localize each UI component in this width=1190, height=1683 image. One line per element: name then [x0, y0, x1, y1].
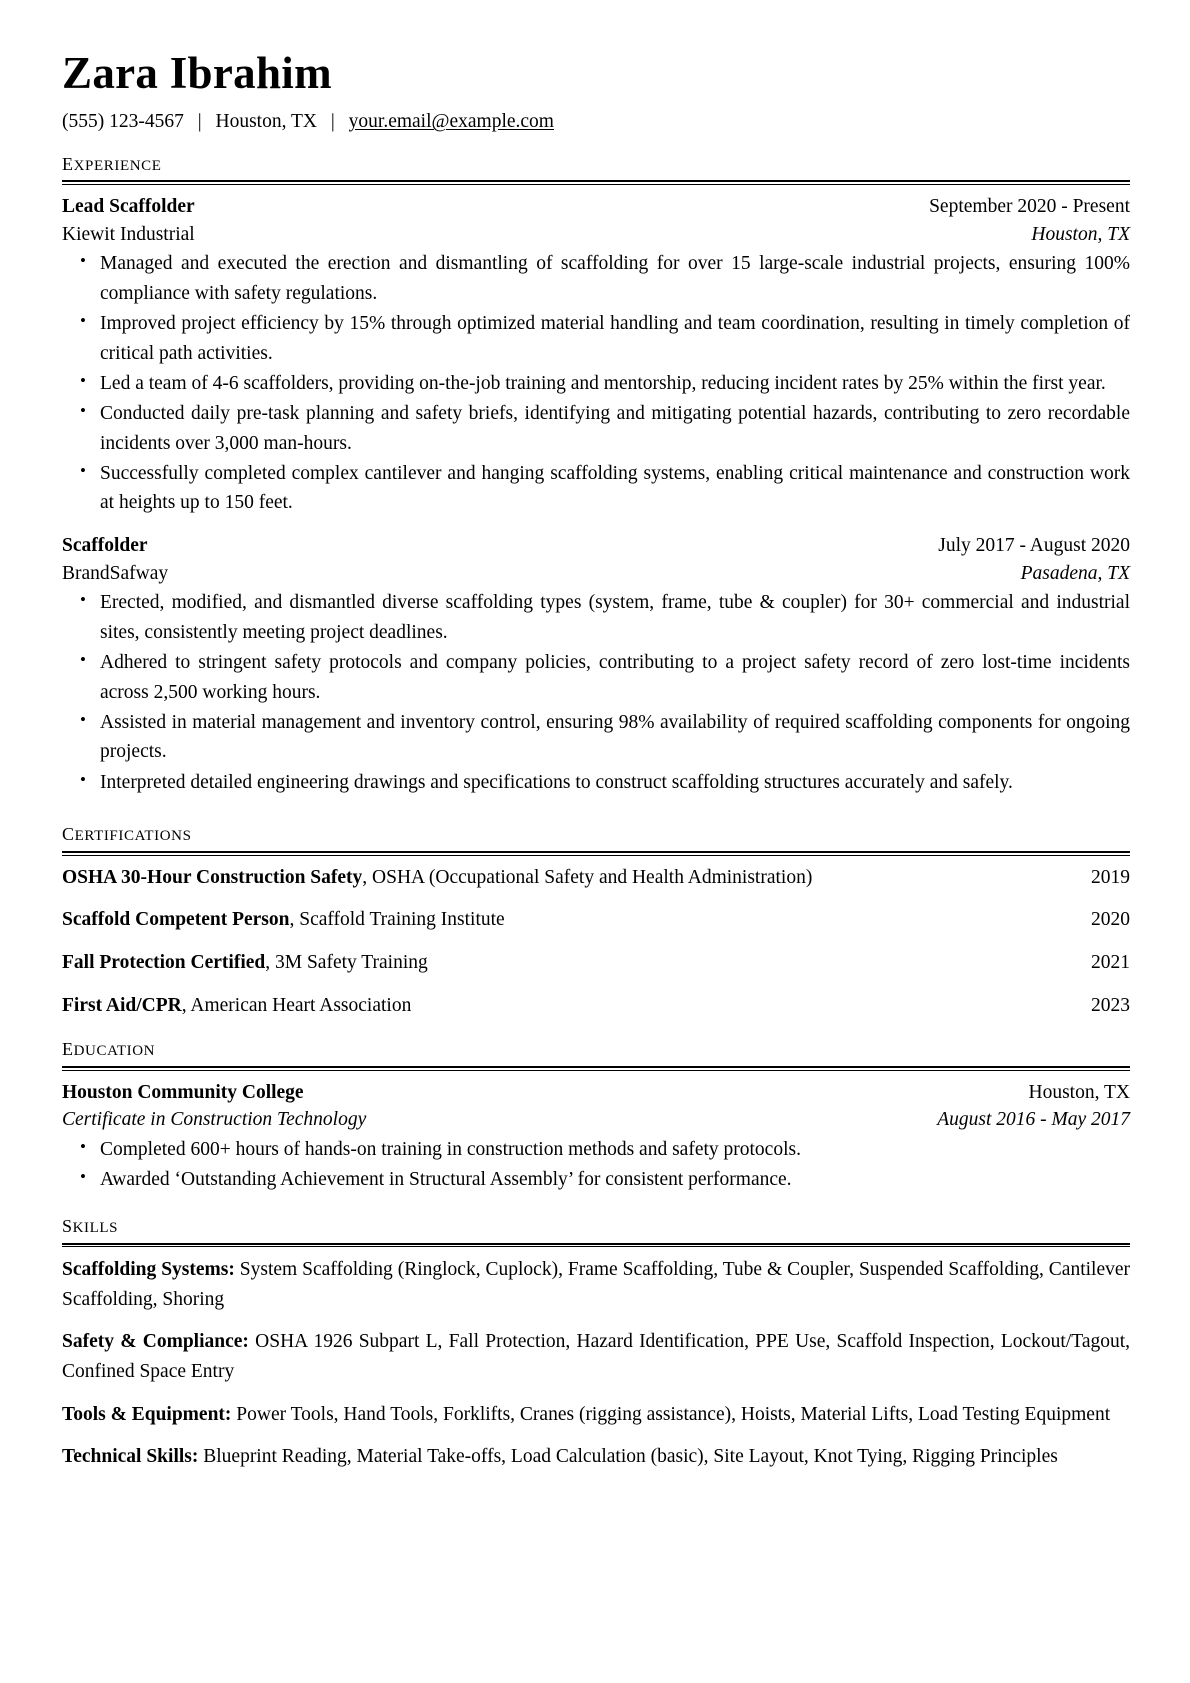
section-divider [62, 851, 1130, 856]
job-location: Houston, TX [1031, 223, 1130, 245]
education-entry-subheader [62, 1106, 1130, 1134]
skill-category: Technical Skills: [62, 1446, 199, 1468]
certification-name: OSHA 30-Hour Construction Safety [62, 866, 363, 888]
job-bullet: • Adhered to stringent safety protocols and company policies, contributing to a project safety record of zero lost-time incidents across 2,500 working hours. [100, 648, 1130, 707]
job-bullet: • Conducted daily pre-task planning and safety briefs, identifying and mitigating potential hazards, contributing to zero recordable incidents over 3,000 man-hours. [100, 399, 1130, 458]
school-location: Houston, TX [1028, 1081, 1130, 1103]
contact-line [62, 109, 1130, 134]
certification-year: 2021 [1091, 951, 1130, 973]
job-location: Pasadena, TX [1020, 562, 1130, 584]
skill-items: Blueprint Reading, Material Take-offs, Load Calculation (basic), Site Layout, Knot Tying, Rigging Principles [203, 1446, 1058, 1468]
skills-section [62, 1211, 1130, 1472]
job-bullet: • Led a team of 4-6 scaffolders, providing on-the-job training and mentorship, reducing incident rates by 25% within the first year. [100, 369, 1130, 399]
job-bullet: • Improved project efficiency by 15% through optimized material handling and team coordination, resulting in timely completion of critical path activities. [100, 309, 1130, 368]
certification-row [62, 906, 1130, 934]
skill-items: System Scaffolding (Ringlock, Cuplock), Frame Scaffolding, Tube & Coupler, Suspended Scaffolding, Cantilever Scaffolding, Shoring [62, 1259, 1131, 1310]
certification-label [62, 864, 832, 892]
school-name: Houston Community College [62, 1081, 304, 1103]
education-entry-header [62, 1079, 1130, 1107]
skill-category: Safety & Compliance: [62, 1331, 249, 1353]
experience-entry [62, 193, 1130, 518]
experience-entry-header [62, 532, 1130, 560]
degree-name: Certificate in Construction Technology [62, 1109, 367, 1131]
job-title: Scaffolder [62, 534, 148, 556]
certification-label [62, 992, 431, 1020]
section-divider [62, 1066, 1130, 1071]
candidate-name: Zara Ibrahim [62, 48, 332, 98]
location-text: Houston, TX [215, 111, 317, 133]
education-section [62, 1034, 1130, 1194]
education-bullet-list [62, 1135, 1130, 1195]
experience-entry-header [62, 193, 1130, 221]
experience-entry-subheader [62, 560, 1130, 588]
skill-row [62, 1442, 1130, 1472]
contact-separator: | [330, 111, 335, 133]
skill-items: Power Tools, Hand Tools, Forklifts, Cranes (rigging assistance), Hoists, Material Lifts, Load Testing Equipment [236, 1403, 1111, 1425]
resume-header [62, 50, 1130, 135]
certification-name: Fall Protection Certified [62, 951, 266, 973]
experience-entry-subheader [62, 221, 1130, 249]
job-company: BrandSafway [62, 562, 169, 584]
section-divider [62, 1243, 1130, 1248]
skill-items: OSHA 1926 Subpart L, Fall Protection, Hazard Identification, PPE Use, Scaffold Inspection, Lockout/Tagout, Confined Space Entry [62, 1331, 1131, 1382]
certification-issuer: , 3M Safety Training [265, 951, 428, 973]
job-bullet: • Assisted in material management and inventory control, ensuring 98% availability of required scaffolding components for ongoing projects. [100, 708, 1130, 767]
certification-name: First Aid/CPR [62, 994, 182, 1016]
job-dates: September 2020 - Present [929, 195, 1130, 217]
certification-label [62, 906, 525, 934]
contact-separator: | [197, 111, 202, 133]
skill-row [62, 1255, 1130, 1314]
certification-issuer: , OSHA (Occupational Safety and Health Administration) [362, 866, 813, 888]
certification-label [62, 949, 448, 977]
certification-year: 2019 [1091, 866, 1130, 888]
skill-row [62, 1400, 1130, 1430]
job-bullet-list [62, 588, 1130, 797]
section-divider [62, 180, 1130, 185]
certification-issuer: , Scaffold Training Institute [289, 909, 505, 931]
certification-name: Scaffold Competent Person [62, 909, 290, 931]
section-heading-certifications: certifications [62, 819, 192, 847]
experience-entry [62, 532, 1130, 797]
certification-year: 2020 [1091, 909, 1130, 931]
phone-number: (555) 123-4567 [62, 111, 184, 133]
job-bullet: • Managed and executed the erection and dismantling of scaffolding for over 15 large-scale industrial projects, ensuring 100% compliance with safety regulations. [100, 249, 1130, 308]
skill-category: Tools & Equipment: [62, 1403, 232, 1425]
certification-issuer: , American Heart Association [181, 994, 412, 1016]
certifications-section [62, 819, 1130, 1019]
job-bullet: • Erected, modified, and dismantled diverse scaffolding types (system, frame, tube & coupler) for 30+ commercial and industrial sites, consistently meeting project deadlines. [100, 588, 1130, 647]
section-heading-skills: skills [62, 1210, 119, 1238]
section-heading-experience: experience [62, 148, 162, 176]
section-heading-education: education [62, 1034, 156, 1062]
job-company: Kiewit Industrial [62, 223, 195, 245]
education-bullet: • Awarded ‘Outstanding Achievement in Structural Assembly’ for consistent performance. [100, 1165, 1130, 1195]
certification-row [62, 992, 1130, 1020]
certification-year: 2023 [1091, 994, 1130, 1016]
job-title: Lead Scaffolder [62, 195, 195, 217]
job-bullet: • Interpreted detailed engineering drawings and specifications to construct scaffolding structures accurately and safely. [100, 768, 1130, 798]
job-bullet-list [62, 249, 1130, 518]
job-dates: July 2017 - August 2020 [938, 534, 1130, 556]
education-dates: August 2016 - May 2017 [937, 1109, 1130, 1131]
job-bullet: • Successfully completed complex cantilever and hanging scaffolding systems, enabling critical maintenance and construction work at heights up to 150 feet. [100, 459, 1130, 518]
certification-row [62, 949, 1130, 977]
skill-category: Scaffolding Systems: [62, 1259, 235, 1281]
education-entry [62, 1079, 1130, 1195]
certification-row [62, 864, 1130, 892]
education-bullet: • Completed 600+ hours of hands-on training in construction methods and safety protocols. [100, 1135, 1130, 1165]
email-link[interactable]: your.email@example.com [348, 111, 554, 133]
experience-section [62, 149, 1130, 798]
skill-row [62, 1327, 1130, 1386]
